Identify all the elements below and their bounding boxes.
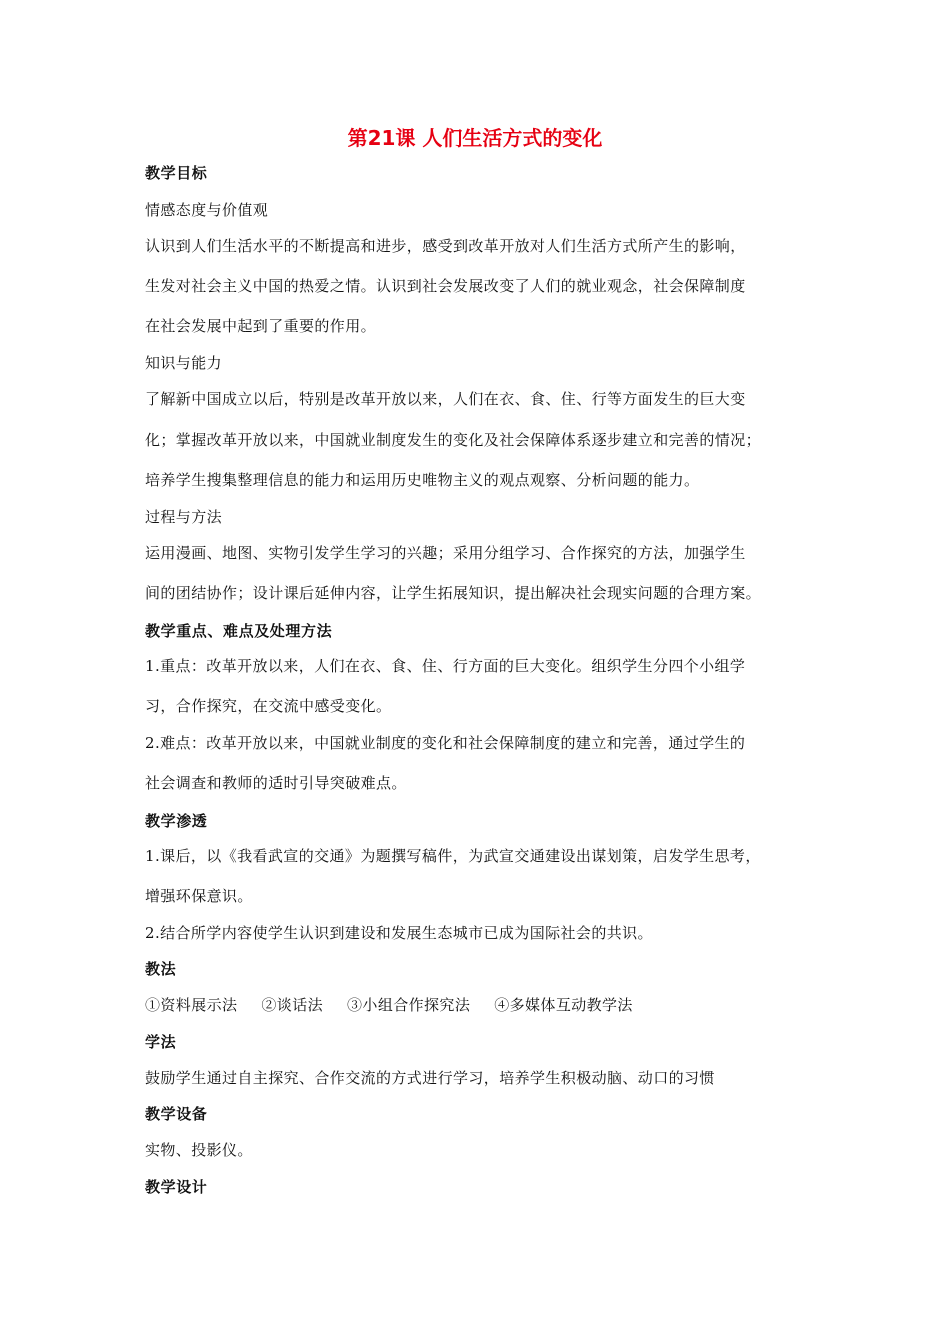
section-heading-learning-methods: 学法: [145, 1033, 177, 1051]
section-heading-teaching-methods: 教法: [145, 960, 177, 978]
paragraph-line: 1.重点：改革开放以来，人们在衣、食、住、行方面的巨大变化。组织学生分四个小组学: [145, 657, 746, 675]
section-heading-goals: 教学目标: [145, 164, 208, 182]
paragraph-line: 2.难点：改革开放以来，中国就业制度的变化和社会保障制度的建立和完善，通过学生的: [145, 734, 746, 752]
paragraph-line: 运用漫画、地图、实物引发学生学习的兴趣；采用分组学习、合作探究的方法，加强学生: [145, 544, 746, 562]
paragraph-line: 生发对社会主义中国的热爱之情。认识到社会发展改变了人们的就业观念，社会保障制度: [145, 277, 746, 295]
paragraph-line: 在社会发展中起到了重要的作用。: [145, 317, 377, 335]
teaching-methods-list: [145, 995, 657, 1015]
page-title: 第21课 人们生活方式的变化: [347, 126, 603, 150]
paragraph-line: 2.结合所学内容使学生认识到建设和发展生态城市已成为国际社会的共识。: [145, 924, 653, 942]
method-item: ④多媒体互动教学法: [494, 996, 633, 1014]
paragraph-line: 1.课后，以《我看武宣的交通》为题撰写稿件，为武宣交通建设出谋划策，启发学生思考，: [145, 847, 761, 865]
subheading-emotion: 情感态度与价值观: [145, 201, 269, 219]
paragraph-line: 社会调查和教师的适时引导突破难点。: [145, 774, 407, 792]
method-item: ②谈话法: [261, 996, 324, 1014]
paragraph-line: 培养学生搜集整理信息的能力和运用历史唯物主义的观点观察、分析问题的能力。: [145, 471, 700, 489]
method-item: ①资料展示法: [145, 996, 238, 1014]
paragraph-line: 习，合作探究，在交流中感受变化。: [145, 697, 392, 715]
paragraph-line: 间的团结协作；设计课后延伸内容，让学生拓展知识，提出解决社会现实问题的合理方案。: [145, 584, 762, 602]
paragraph-line: 了解新中国成立以后，特别是改革开放以来，人们在衣、食、住、行等方面发生的巨大变: [145, 390, 746, 408]
section-heading-keypoints: 教学重点、难点及处理方法: [145, 622, 333, 640]
paragraph-line: 化；掌握改革开放以来，中国就业制度发生的变化及社会保障体系逐步建立和完善的情况；: [145, 431, 762, 449]
subheading-knowledge: 知识与能力: [145, 354, 223, 372]
paragraph-line: 鼓励学生通过自主探究、合作交流的方式进行学习，培养学生积极动脑、动口的习惯: [145, 1069, 715, 1087]
section-heading-design: 教学设计: [145, 1178, 208, 1196]
paragraph-line: 实物、投影仪。: [145, 1141, 253, 1159]
paragraph-line: 认识到人们生活水平的不断提高和进步，感受到改革开放对人们生活方式所产生的影响，: [145, 237, 746, 255]
subheading-process: 过程与方法: [145, 508, 223, 526]
section-heading-infiltration: 教学渗透: [145, 812, 208, 830]
method-item: ③小组合作探究法: [347, 996, 471, 1014]
paragraph-line: 增强环保意识。: [145, 887, 253, 905]
section-heading-equipment: 教学设备: [145, 1105, 208, 1123]
